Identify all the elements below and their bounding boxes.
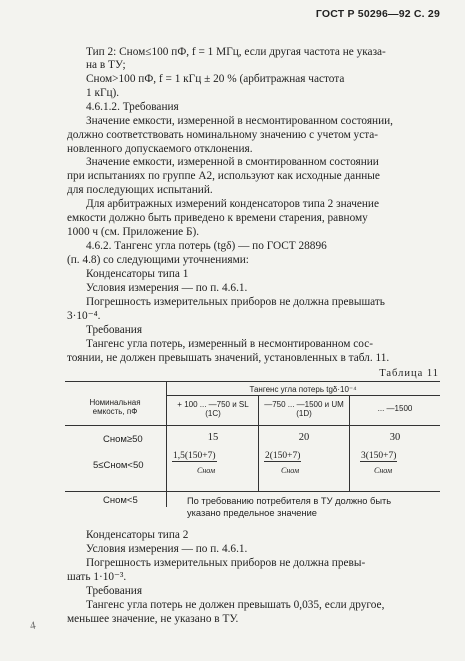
table-head-bottom-rule xyxy=(65,425,440,426)
text-line: новленного допускаемого отклонения. xyxy=(67,143,253,155)
table-header-capacitance: Номинальная емкость, пФ xyxy=(89,398,141,416)
table-col-divider xyxy=(166,381,167,507)
table-cell-fraction: 3(150+7) xyxy=(361,451,397,461)
table-col-divider xyxy=(349,395,350,491)
table-cell-denominator: Сном xyxy=(197,466,216,475)
text-line: (п. 4.8) со следующими уточнениями: xyxy=(67,254,249,266)
table-note: По требованию потребителя в ТУ должно быть xyxy=(187,496,392,506)
table-cell: 30 xyxy=(389,432,401,443)
table-cell-denominator: Сном xyxy=(281,466,300,475)
text-line: Тангенс угла потерь не должен превышать 0,035, если другое, xyxy=(86,599,385,611)
text-line: должно соответствовать номинальному значению с учетом уста- xyxy=(67,129,379,141)
table-row-rule xyxy=(65,491,440,492)
text-line: 1 кГц). xyxy=(86,87,120,99)
text-line: тоянии, не должен превышать значений, установленных в табл. 11. xyxy=(67,352,390,364)
table-subheader-3: ... —1500 xyxy=(377,404,413,413)
text-line: Конденсаторы типа 2 xyxy=(86,529,189,541)
table-cell-fraction: 1,5(150+7) xyxy=(173,451,216,461)
text-line: Условия измерения — по п. 4.6.1. xyxy=(86,282,248,294)
table-row-cap: 5≤Сном<50 xyxy=(93,460,144,471)
section-heading: 4.6.1.2. Требования xyxy=(86,101,179,113)
table-cell: 20 xyxy=(298,432,310,443)
table-subheader-1: + 100 ... —750 и SL (1C) xyxy=(177,400,249,418)
text-line: емкости должно быть приведено к времени старения, равному xyxy=(67,212,368,224)
table-cell-fraction: 2(150+7) xyxy=(265,451,301,461)
text-line: Значение емкости, измеренной в несмонтированном состоянии, xyxy=(86,115,393,127)
table-head-rule xyxy=(166,395,440,396)
text-line: Сном>100 пФ, f = 1 кГц ± 20 % (арбитражная частота xyxy=(86,73,345,85)
text-line: Требования xyxy=(86,324,143,336)
table-caption: Таблица 11 xyxy=(379,368,439,379)
text-line: Значение емкости, измеренной в смонтированном состоянии xyxy=(86,156,379,168)
text-line: 3·10⁻⁴. xyxy=(67,310,101,322)
table-note: указано предельное значение xyxy=(187,508,317,518)
text-line: меньшее значение, не указано в ТУ. xyxy=(67,613,239,625)
text-line: 1000 ч (см. Приложение Б). xyxy=(67,226,200,238)
page-header: ГОСТ Р 50296—92 С. 29 xyxy=(315,8,440,20)
table-subheader-2: —750 ... —1500 и UM (1D) xyxy=(264,400,344,418)
margin-mark: 4 xyxy=(28,619,37,633)
table-row-cap: Сном<5 xyxy=(103,495,138,506)
text-line: Конденсаторы типа 1 xyxy=(86,268,189,280)
section-heading: Требования xyxy=(86,585,143,597)
table-cell-denominator: Сном xyxy=(374,466,393,475)
text-line: для последующих испытаний. xyxy=(67,184,213,196)
text-line: шать 1·10⁻³. xyxy=(67,571,127,583)
text-line: при испытаниях по группе А2, используют как исходные данные xyxy=(67,170,380,182)
table-col-divider xyxy=(258,395,259,491)
text-line: Погрешность измерительных приборов не должна превы- xyxy=(86,557,366,569)
text-line: Для арбитражных измерений конденсаторов типа 2 значение xyxy=(86,198,379,210)
table-row-cap: Сном≥50 xyxy=(103,434,143,445)
table-cell: 15 xyxy=(207,432,219,443)
table-header-tangent: Тангенс угла потерь tgδ·10⁻⁴ xyxy=(249,385,357,394)
text-line: Погрешность измерительных приборов не должна превышать xyxy=(86,296,385,308)
text-line: на в ТУ; xyxy=(86,59,126,71)
text-line: Условия измерения — по п. 4.6.1. xyxy=(86,543,248,555)
text-line: Тангенс угла потерь, измеренный в несмонтированном сос- xyxy=(86,338,373,350)
table-top-rule xyxy=(65,381,440,382)
text-line: Тип 2: Сном≤100 пФ, f = 1 МГц, если другая частота не указа- xyxy=(86,46,386,58)
section-heading: 4.6.2. Тангенс угла потерь (tgδ) — по ГОСТ 28896 xyxy=(86,240,327,252)
